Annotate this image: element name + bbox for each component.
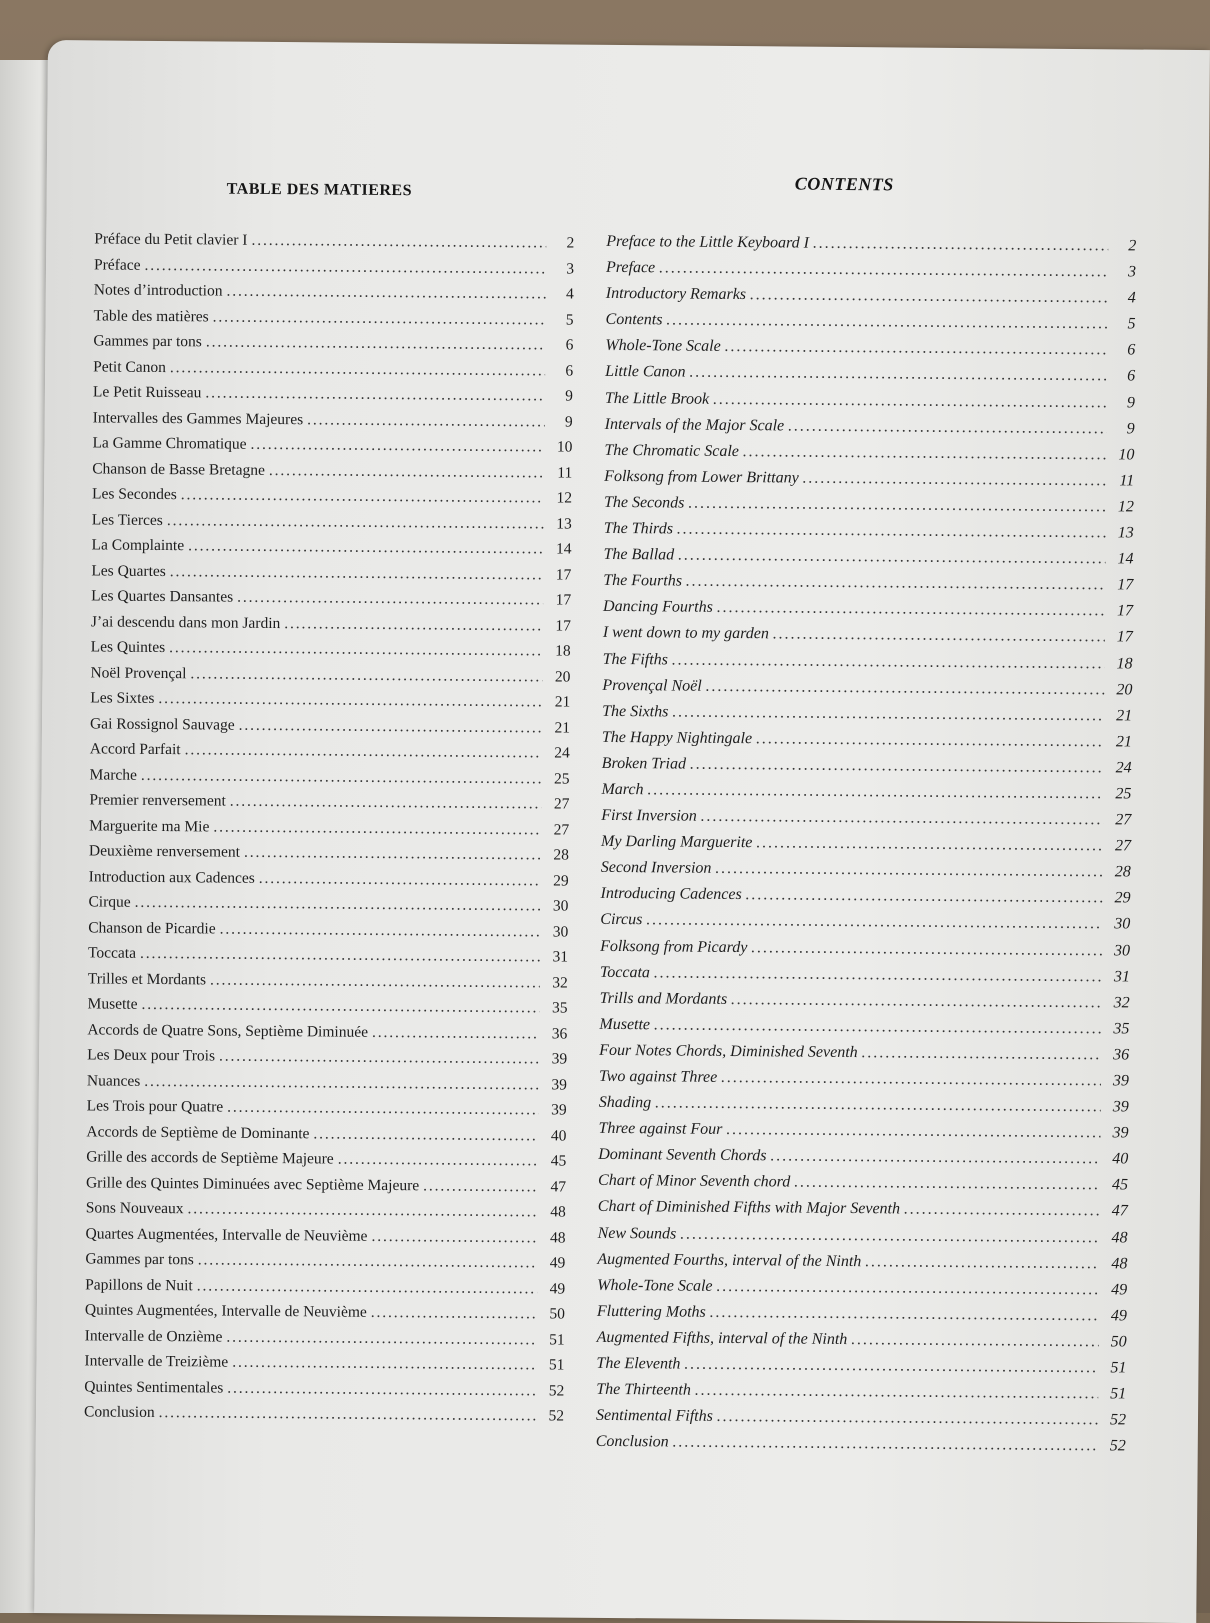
toc-entry-page: 49 — [1110, 1307, 1127, 1325]
dot-leader — [813, 235, 1108, 256]
dot-leader — [159, 1404, 537, 1425]
dot-leader — [197, 1277, 538, 1298]
dot-leader — [230, 793, 542, 814]
toc-entry-page: 51 — [549, 1330, 565, 1349]
toc-entry-title: My Darling Marguerite — [600, 833, 753, 852]
toc-entry-title: Intervalle de Onzième — [84, 1326, 223, 1346]
toc-entry-page: 4 — [565, 285, 574, 303]
dot-leader — [198, 1251, 538, 1272]
toc-entry-page: 17 — [555, 565, 572, 584]
dot-leader — [140, 945, 540, 966]
toc-entry-title: Quintes Sentimentales — [84, 1377, 224, 1397]
toc-entry-page: 35 — [1113, 1020, 1130, 1038]
toc-entry-title: Gammes par tons — [93, 332, 202, 351]
toc-entry-page: 29 — [553, 871, 569, 890]
dot-leader — [170, 563, 544, 584]
toc-entry-page: 52 — [1109, 1411, 1127, 1429]
toc-entry-title: Quartes Augmentées, Intervalle de Neuvième — [85, 1224, 368, 1245]
dot-leader — [169, 639, 543, 660]
dot-leader — [743, 443, 1107, 464]
dot-leader — [677, 521, 1106, 543]
toc-entry-title: Petit Canon — [93, 357, 166, 376]
dot-leader — [226, 283, 545, 304]
dot-leader — [746, 886, 1103, 907]
toc-entry-title: Les Trois pour Quatre — [86, 1097, 224, 1116]
toc-entry-title: Noël Provençal — [90, 663, 187, 682]
toc-entry-title: Intervalles des Gammes Majeures — [92, 408, 304, 428]
toc-entry-page: 52 — [1109, 1437, 1126, 1455]
toc-entry-title: Accords de Septième de Dominante — [86, 1122, 310, 1142]
toc-entry-page: 17 — [555, 591, 572, 609]
toc-entry-page: 49 — [549, 1279, 566, 1298]
dot-leader — [250, 436, 544, 457]
dot-leader — [185, 741, 542, 762]
toc-entry-title: The Fourths — [603, 572, 683, 590]
dot-leader — [715, 860, 1103, 881]
toc-entry-page: 17 — [1117, 576, 1134, 594]
toc-entry-page: 4 — [1127, 289, 1136, 307]
dot-leader — [167, 512, 544, 533]
toc-entry-page: 39 — [551, 1075, 567, 1094]
toc-entry-page: 40 — [550, 1126, 567, 1145]
toc-entry-title: The Happy Nightingale — [601, 728, 753, 747]
dot-leader — [750, 286, 1108, 307]
toc-entry-title: The Seconds — [603, 493, 685, 512]
dot-leader — [210, 971, 540, 992]
toc-entry-page: 3 — [566, 260, 575, 278]
toc-entry-page: 51 — [548, 1356, 565, 1374]
toc-entry-page: 6 — [565, 336, 574, 354]
toc-entry-title: Introductory Remarks — [605, 285, 747, 304]
toc-entry-page: 28 — [1114, 863, 1131, 881]
toc-entry-title: Les Quintes — [90, 638, 166, 657]
toc-entry-title: Les Tierces — [91, 510, 163, 529]
dot-leader — [751, 939, 1102, 960]
toc-entry-page: 48 — [549, 1228, 566, 1247]
toc-entry-page: 11 — [1119, 472, 1135, 490]
toc-entry-title: Intervals of the Major Scale — [604, 415, 785, 435]
toc-entry-page: 21 — [554, 693, 571, 711]
toc-entry-page: 13 — [556, 514, 572, 533]
toc-entry-page: 32 — [552, 973, 568, 992]
toc-entry-page: 2 — [1128, 237, 1137, 255]
toc-entry-title: Contents — [605, 311, 663, 329]
toc-entry-page: 5 — [1127, 315, 1136, 333]
toc-entry-title: Sons Nouveaux — [85, 1199, 184, 1218]
dot-leader — [803, 469, 1107, 490]
dot-leader — [307, 411, 545, 431]
toc-entry-page: 10 — [556, 438, 573, 456]
dot-leader — [244, 844, 541, 865]
toc-entry-page: 18 — [1116, 654, 1133, 672]
toc-entry-page: 28 — [553, 846, 569, 864]
dot-leader — [259, 869, 541, 889]
toc-entry-title: Accords de Quatre Sons, Septième Diminuée — [87, 1020, 369, 1041]
toc-entry-page: 27 — [1115, 811, 1132, 829]
dot-leader — [794, 1174, 1100, 1195]
toc-entry-page: 9 — [565, 387, 573, 405]
toc-entry-title: I went down to my garden — [602, 624, 769, 643]
toc-entry-title: Musette — [87, 995, 138, 1013]
dot-leader — [721, 1069, 1101, 1090]
toc-entry-page: 10 — [1118, 446, 1135, 464]
toc-entry-page: 36 — [551, 1024, 568, 1043]
toc-entry-title: Grille des Quintes Diminuées avec Septième Majeure — [85, 1173, 420, 1194]
dot-leader — [220, 920, 541, 941]
dot-leader — [731, 991, 1102, 1012]
toc-entry-page: 9 — [1126, 420, 1135, 438]
dot-leader — [686, 573, 1105, 595]
toc-entry-page: 11 — [557, 463, 573, 482]
toc-entry-title: Préface du Petit clavier I — [94, 230, 248, 249]
toc-entry-title: Broken Triad — [601, 754, 687, 773]
toc-entry-page: 31 — [552, 948, 569, 966]
dot-leader — [371, 1304, 537, 1323]
toc-entry-page: 47 — [1111, 1202, 1128, 1220]
toc-entry-page: 5 — [565, 311, 574, 329]
dot-leader — [226, 1328, 536, 1349]
dot-leader — [371, 1227, 537, 1246]
dot-leader — [862, 1044, 1102, 1064]
toc-entry-page: 29 — [1114, 889, 1131, 907]
dot-leader — [206, 333, 546, 354]
french-entries — [84, 230, 574, 1433]
dot-leader — [770, 1148, 1100, 1169]
toc-entry-title: Nuances — [86, 1071, 141, 1090]
dot-leader — [851, 1331, 1099, 1351]
toc-entry-title: The Eleventh — [596, 1354, 681, 1373]
toc-entry-title: New Sounds — [597, 1224, 677, 1243]
toc-entry-page: 6 — [1127, 341, 1136, 359]
dot-leader — [144, 256, 546, 278]
toc-entry-title: Papillons de Nuit — [85, 1275, 193, 1294]
toc-entry-title: Préface — [93, 255, 141, 274]
dot-leader — [673, 1434, 1098, 1456]
toc-entry-page: 39 — [1112, 1098, 1129, 1116]
toc-entry-title: Deuxième renversement — [88, 842, 241, 861]
toc-entry-title: Shading — [598, 1093, 652, 1112]
toc-entry-page: 39 — [551, 1101, 567, 1119]
dot-leader — [756, 730, 1104, 751]
toc-entry-title: Two against Three — [598, 1067, 718, 1086]
toc-entry-page: 48 — [1111, 1228, 1128, 1247]
toc-entry-title: Marche — [89, 765, 138, 784]
toc-entry-title: Les Quartes Dansantes — [91, 587, 234, 606]
toc-entry-page: 13 — [1117, 524, 1134, 542]
toc-entry-title: Conclusion — [83, 1403, 155, 1421]
toc-entry-page: 48 — [1111, 1254, 1128, 1273]
toc-entry-title: Table des matières — [93, 306, 209, 325]
toc-entry-title: Conclusion — [595, 1433, 669, 1451]
dot-leader — [158, 690, 542, 711]
toc-entry-page: 3 — [1127, 263, 1137, 281]
dot-leader — [141, 996, 539, 1017]
toc-entry-title: The Chromatic Scale — [604, 441, 740, 460]
toc-entry-page: 49 — [549, 1254, 566, 1272]
toc-entry-title: Accord Parfait — [89, 740, 181, 759]
dot-leader — [865, 1253, 1099, 1273]
dot-leader — [219, 1048, 539, 1069]
toc-entry — [84, 1403, 564, 1433]
toc-entry-page: 21 — [1116, 707, 1133, 725]
dot-leader — [423, 1177, 538, 1196]
toc-entry-title: Second Inversion — [600, 859, 712, 878]
dot-leader — [313, 1125, 538, 1145]
toc-entry-title: Introducing Cadences — [600, 885, 742, 904]
dot-leader — [672, 651, 1105, 673]
toc-entry-page: 20 — [554, 667, 571, 686]
dot-leader — [717, 599, 1105, 620]
toc-entry-title: Four Notes Chords, Diminished Seventh — [599, 1041, 858, 1062]
toc-entry-title: The Sixths — [602, 702, 669, 721]
toc-entry-page: 9 — [564, 413, 573, 431]
dot-leader — [725, 338, 1108, 359]
dot-leader — [678, 547, 1105, 569]
dot-leader — [205, 384, 545, 405]
dot-leader — [227, 1099, 539, 1120]
toc-entry-title: Fluttering Moths — [596, 1302, 706, 1321]
dot-leader — [338, 1151, 539, 1171]
toc-entry — [596, 1433, 1126, 1464]
dot-leader — [141, 766, 542, 787]
toc-entry-page: 30 — [552, 922, 569, 941]
dot-leader — [756, 834, 1103, 855]
toc-entry-page: 45 — [1111, 1176, 1129, 1194]
toc-entry-title: Preface — [605, 258, 656, 277]
dot-leader — [904, 1201, 1100, 1221]
dot-leader — [654, 964, 1102, 986]
toc-entry-page: 14 — [1117, 550, 1134, 568]
toc-entry-title: The Little Brook — [604, 389, 710, 408]
toc-entry-page: 27 — [553, 820, 570, 839]
dot-leader — [788, 417, 1107, 438]
toc-entry-title: Les Quartes — [91, 561, 166, 580]
toc-entry-title: Gammes par tons — [85, 1250, 194, 1269]
toc-entry-title: Introduction aux Cadences — [88, 867, 255, 887]
dot-leader — [269, 461, 545, 481]
toc-entry-title: Marguerite ma Mie — [89, 816, 210, 835]
toc-entry-page: 17 — [1116, 602, 1134, 620]
toc-entry-page: 40 — [1112, 1150, 1129, 1168]
french-heading: TABLE DES MATIERES — [226, 180, 413, 200]
toc-entry-page: 47 — [550, 1177, 567, 1196]
dot-leader — [190, 665, 542, 686]
toc-entry-page: 51 — [1110, 1359, 1127, 1377]
toc-entry-title: Les Deux pour Trois — [87, 1046, 216, 1065]
dot-leader — [135, 894, 541, 916]
dot-leader — [726, 1121, 1100, 1142]
dot-leader — [701, 808, 1104, 830]
toc-entry-title: Trilles et Mordants — [87, 969, 207, 988]
toc-entry-title: Le Petit Ruisseau — [92, 383, 202, 402]
toc-entry-page: 21 — [1115, 733, 1132, 751]
toc-entry-title: First Inversion — [601, 806, 697, 825]
dot-leader — [181, 486, 544, 507]
toc-entry-page: 14 — [556, 540, 572, 558]
toc-entry-title: Les Sixtes — [90, 689, 155, 707]
toc-entry-title: Three against Four — [598, 1120, 723, 1139]
dot-leader — [689, 364, 1107, 386]
toc-entry-page: 18 — [555, 642, 571, 660]
toc-entry-title: Toccata — [599, 963, 651, 981]
dot-leader — [684, 1356, 1098, 1378]
toc-entry-page: 12 — [1117, 498, 1135, 516]
toc-entry-title: The Thirds — [603, 519, 674, 538]
toc-entry-title: La Complainte — [91, 536, 185, 555]
toc-entry-page: 6 — [565, 362, 574, 380]
toc-entry-page: 30 — [1114, 915, 1131, 933]
toc-entry-title: Chart of Diminished Fifths with Major Seventh — [597, 1198, 901, 1218]
dot-leader — [647, 781, 1103, 803]
english-heading: CONTENTS — [794, 173, 894, 195]
toc-entry-title: Chanson de Basse Bretagne — [92, 459, 265, 479]
toc-entry-page: 50 — [1110, 1333, 1127, 1351]
dot-leader — [646, 912, 1102, 934]
toc-entry-title: Trills and Mordants — [599, 989, 728, 1008]
toc-entry-title: Folksong from Picardy — [600, 937, 748, 956]
dot-leader — [187, 1200, 537, 1221]
toc-entry-title: Dancing Fourths — [603, 598, 713, 617]
toc-entry-page: 12 — [556, 489, 573, 507]
toc-entry-page: 21 — [554, 718, 571, 737]
toc-entry-title: Gai Rossignol Sauvage — [89, 714, 235, 734]
toc-entry-page: 49 — [1111, 1281, 1128, 1299]
toc-entry-title: Sentimental Fifths — [595, 1407, 713, 1426]
toc-entry-title: Preface to the Little Keyboard I — [606, 232, 810, 252]
dot-leader — [654, 1016, 1101, 1038]
dot-leader — [232, 1354, 536, 1375]
toc-entry-title: The Fifths — [602, 650, 669, 668]
toc-entry-title: Notes d’introduction — [93, 281, 223, 300]
toc-entry-page: 25 — [1115, 785, 1132, 803]
toc-entry-title: Chart of Minor Seventh chord — [597, 1172, 791, 1191]
toc-entry-page: 32 — [1113, 994, 1130, 1012]
toc-entry-page: 17 — [555, 616, 571, 635]
dot-leader — [188, 537, 544, 558]
dot-leader — [710, 1304, 1099, 1325]
toc-entry-title: Cirque — [88, 893, 131, 911]
toc-entry-page: 25 — [554, 769, 570, 788]
dot-leader — [170, 359, 545, 380]
toc-entry-page: 36 — [1113, 1046, 1130, 1064]
toc-entry-title: Augmented Fifths, interval of the Ninth — [596, 1328, 848, 1348]
toc-entry-title: Augmented Fourths, interval of the Ninth — [597, 1250, 862, 1270]
dot-leader — [213, 308, 546, 329]
toc-entry-page: 48 — [550, 1203, 566, 1221]
toc-entry-page: 27 — [553, 795, 570, 813]
toc-entry-page: 27 — [1114, 837, 1132, 855]
dot-leader — [659, 259, 1108, 281]
dot-leader — [251, 232, 546, 253]
toc-entry-page: 39 — [1112, 1124, 1129, 1142]
toc-entry-page: 31 — [1113, 967, 1130, 986]
toc-entry-page: 39 — [1112, 1072, 1130, 1090]
toc-entry-page: 45 — [550, 1152, 567, 1170]
toc-entry-page: 52 — [548, 1407, 565, 1425]
toc-entry-page: 17 — [1116, 628, 1133, 646]
dot-leader — [688, 495, 1106, 517]
toc-entry-title: Premier renversement — [89, 791, 226, 810]
dot-leader — [672, 703, 1104, 725]
dot-leader — [239, 716, 542, 737]
toc-entry-title: Circus — [600, 911, 643, 929]
toc-entry-page: 51 — [1110, 1385, 1127, 1403]
toc-entry-page: 52 — [548, 1381, 565, 1400]
toc-entry-title: La Gamme Chromatique — [92, 434, 247, 453]
toc-entry-title: March — [601, 780, 644, 799]
dot-leader — [690, 756, 1104, 778]
toc-entry-page: 20 — [1116, 680, 1133, 699]
toc-entry-title: Whole-Tone Scale — [597, 1276, 713, 1295]
toc-entry-title: Toccata — [87, 944, 137, 962]
toc-entry-page: 6 — [1127, 367, 1136, 385]
toc-entry-title: Dominant Seventh Chords — [598, 1146, 767, 1165]
toc-entry-page: 39 — [551, 1050, 568, 1068]
toc-entry-title: Intervalle de Treizième — [84, 1352, 229, 1371]
toc-entry-title: Chanson de Picardie — [88, 918, 216, 937]
dot-leader — [655, 1094, 1101, 1116]
dot-leader — [666, 312, 1107, 334]
toc-entry-page: 35 — [551, 999, 568, 1017]
toc-entry-title: Little Canon — [605, 363, 686, 382]
dot-leader — [706, 677, 1105, 698]
dot-leader — [713, 390, 1107, 411]
dot-leader — [716, 1278, 1099, 1299]
toc-entry-page: 30 — [552, 897, 569, 915]
toc-entry-title: Musette — [599, 1015, 651, 1034]
toc-entry-page: 50 — [549, 1305, 565, 1323]
booklet-page — [34, 40, 1210, 1623]
english-entries — [596, 233, 1137, 1464]
dot-leader — [213, 818, 541, 839]
toc-entry-title: Quintes Augmentées, Intervalle de Neuvième — [84, 1301, 367, 1321]
toc-entry-title: J’ai descendu dans mon Jardin — [90, 612, 281, 632]
toc-entry-title: Grille des accords de Septième Majeure — [86, 1148, 334, 1168]
dot-leader — [237, 589, 543, 610]
dot-leader — [372, 1023, 539, 1042]
toc-entry-page: 24 — [1115, 759, 1132, 777]
toc-entry-title: Les Secondes — [91, 485, 177, 504]
toc-entry-title: The Thirteenth — [596, 1380, 691, 1399]
dot-leader — [695, 1382, 1098, 1404]
toc-entry-page: 30 — [1114, 941, 1131, 960]
dot-leader — [284, 615, 543, 635]
dot-leader — [227, 1379, 536, 1400]
toc-entry-title: Provençal Noël — [602, 676, 702, 695]
dot-leader — [144, 1072, 539, 1093]
toc-entry-page: 2 — [566, 234, 575, 252]
toc-entry-title: The Ballad — [603, 545, 675, 564]
toc-entry-page: 9 — [1126, 393, 1135, 412]
toc-entry-title: Folksong from Lower Brittany — [604, 467, 799, 487]
dot-leader — [773, 626, 1105, 647]
toc-entry-page: 24 — [554, 744, 570, 762]
toc-entry-title: Whole-Tone Scale — [605, 337, 721, 356]
dot-leader — [680, 1225, 1099, 1247]
dot-leader — [717, 1408, 1098, 1429]
